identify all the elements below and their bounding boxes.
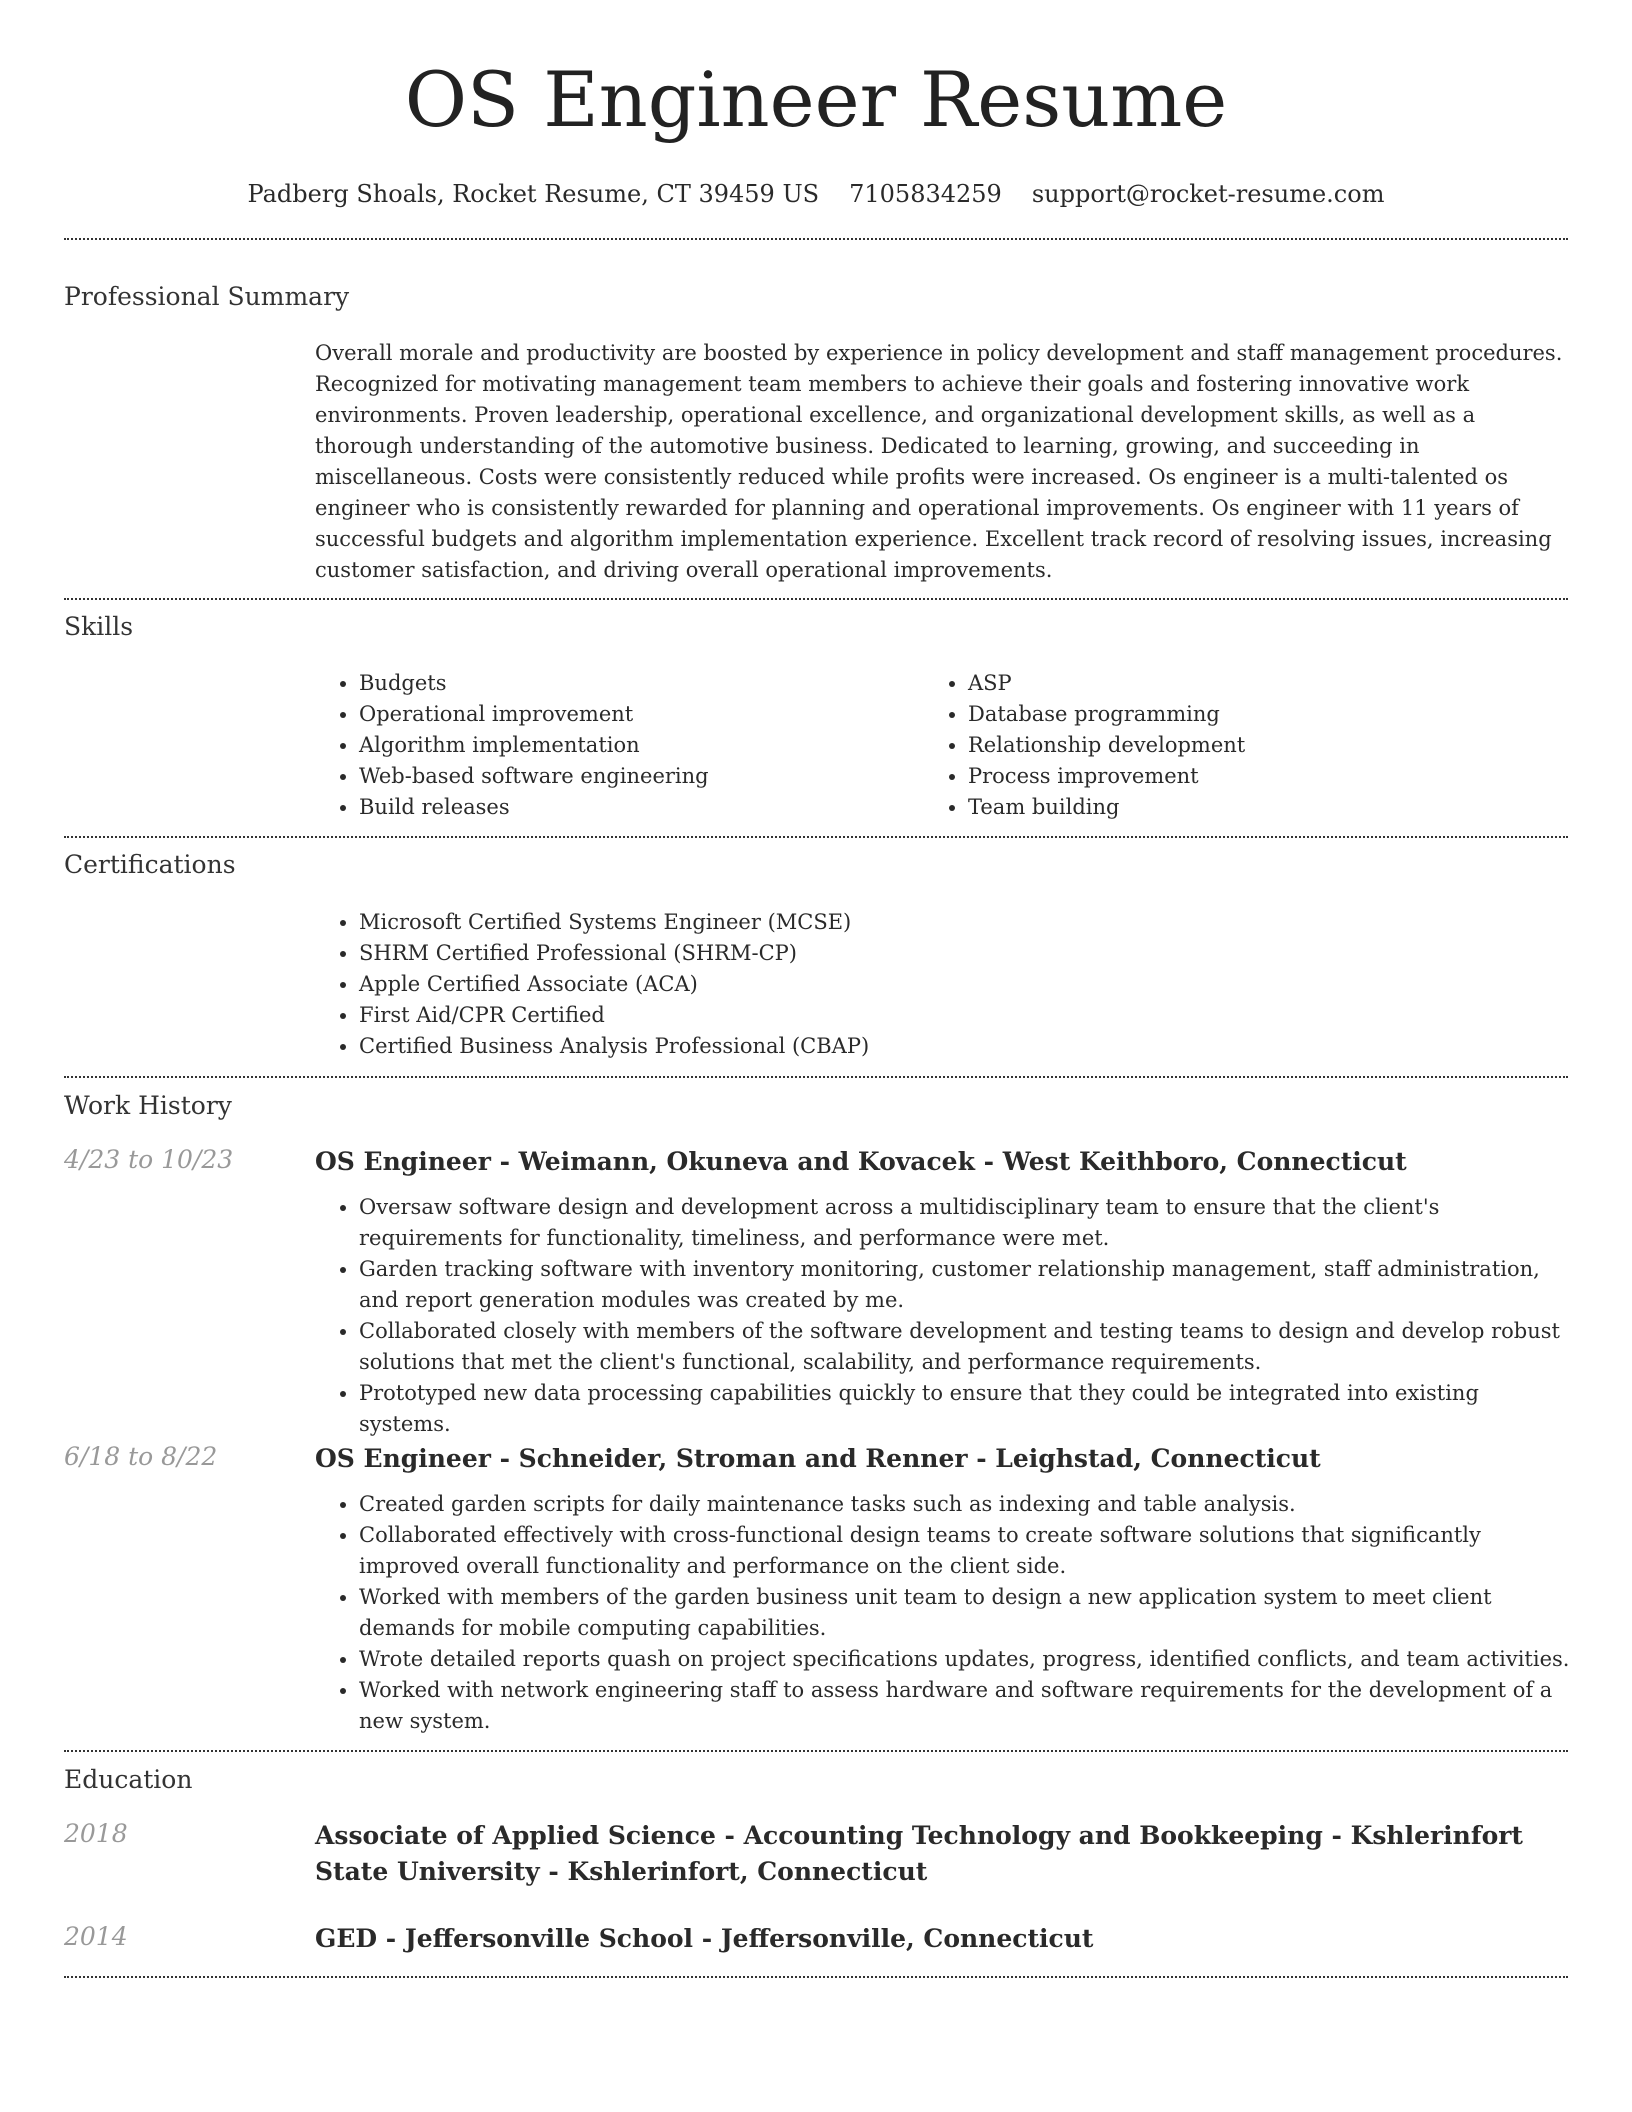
skills-content — [315, 668, 1570, 828]
section-title-skills: Skills — [64, 612, 134, 641]
divider — [64, 598, 1568, 600]
section-title-work-history: Work History — [64, 1091, 232, 1120]
skill-item: • Algorithm implementation — [359, 730, 915, 761]
certification-item: • First Aid/CPR Certified — [359, 1000, 1570, 1031]
certification-item: • Microsoft Certified Systems Engineer (MCSE) — [359, 907, 1570, 938]
section-title-education: Education — [64, 1765, 193, 1794]
job-entry — [315, 1441, 1570, 1737]
summary-text: Overall morale and productivity are boosted by experience in policy development and staff management procedures. Recognized for motivating management team members to achieve their goals and fostering innovative work environments. Proven leadership, operational excellence, and organizational development skills, as well as a thorough understanding of the automotive business. Dedicated to learning, growing, and succeeding in miscellaneous. Costs were consistently reduced while profits were increased. Os engineer is a multi-talented os engineer who is consistently rewarded for planning and operational improvements. Os engineer with 11 years of successful budgets and algorithm implementation experience. Excellent track record of resolving issues, increasing customer satisfaction, and driving overall operational improvements. — [315, 341, 1563, 582]
job-entry — [315, 1144, 1570, 1440]
divider — [64, 1076, 1568, 1078]
education-year: 2018 — [64, 1819, 128, 1848]
certification-item: • SHRM Certified Professional (SHRM-CP) — [359, 938, 1570, 969]
job-dates: 6/18 to 8/22 — [64, 1442, 218, 1471]
skill-item: • Process improvement — [968, 761, 1524, 792]
job-bullet: • Worked with members of the garden business unit team to design a new application system to meet client demands for mobile computing capabilities. — [359, 1582, 1570, 1644]
job-bullets — [315, 1192, 1570, 1440]
education-title: GED - Jeffersonville School - Jeffersonville, Connecticut — [315, 1924, 1094, 1953]
job-bullet: • Oversaw software design and development across a multidisciplinary team to ensure that the client's requirements for functionality, timeliness, and performance were met. — [359, 1192, 1570, 1254]
resume-header — [0, 0, 1632, 210]
skill-item: • Database programming — [968, 699, 1524, 730]
certification-item: • Certified Business Analysis Professional (CBAP) — [359, 1031, 1570, 1062]
job-bullet: • Collaborated effectively with cross-functional design teams to create software solutions that significantly improved overall functionality and performance on the client side. — [359, 1520, 1570, 1582]
skill-item: • Budgets — [359, 668, 915, 699]
skills-list-right — [924, 668, 1524, 823]
section-title-certifications: Certifications — [64, 850, 236, 879]
divider — [64, 836, 1568, 838]
skills-column-left — [315, 668, 915, 823]
job-bullet: • Prototyped new data processing capabilities quickly to ensure that they could be integrated into existing systems. — [359, 1378, 1570, 1440]
certifications-list — [315, 907, 1570, 1062]
job-title: OS Engineer - Weimann, Okuneva and Kovacek - West Keithboro, Connecticut — [315, 1147, 1407, 1176]
divider — [64, 1750, 1568, 1752]
job-bullet: • Collaborated closely with members of the software development and testing teams to design and develop robust solutions that met the client's functional, scalability, and performance requirements. — [359, 1316, 1570, 1378]
job-bullet: • Wrote detailed reports quash on project specifications updates, progress, identified conflicts, and team activities. — [359, 1644, 1570, 1675]
skill-item: • Build releases — [359, 792, 915, 823]
job-title: OS Engineer - Schneider, Stroman and Renner - Leighstad, Connecticut — [315, 1444, 1321, 1473]
education-title: Associate of Applied Science - Accounting Technology and Bookkeeping - Kshlerinfort State University - Kshlerinfort, Connecticut — [315, 1821, 1523, 1886]
contact-line — [0, 178, 1632, 210]
skill-item: • ASP — [968, 668, 1524, 699]
skill-item: • Team building — [968, 792, 1524, 823]
divider — [64, 238, 1568, 240]
summary-content — [315, 338, 1570, 586]
section-title-summary: Professional Summary — [64, 282, 350, 311]
certifications-content — [315, 907, 1570, 1062]
skill-item: • Relationship development — [968, 730, 1524, 761]
contact-email: support@rocket-resume.com — [1031, 180, 1385, 208]
job-bullet: • Created garden scripts for daily maintenance tasks such as indexing and table analysis. — [359, 1489, 1570, 1520]
contact-address: Padberg Shoals, Rocket Resume, CT 39459 US — [247, 180, 820, 208]
contact-phone: 7105834259 — [849, 180, 1002, 208]
certification-item: • Apple Certified Associate (ACA) — [359, 969, 1570, 1000]
education-entry — [315, 1921, 1570, 1957]
job-bullet: • Worked with network engineering staff to assess hardware and software requirements for the development of a new system. — [359, 1675, 1570, 1737]
skill-item: • Web-based software engineering — [359, 761, 915, 792]
skills-list-left — [315, 668, 915, 823]
job-bullet: • Garden tracking software with inventory monitoring, customer relationship management, staff administration, and report generation modules was created by me. — [359, 1254, 1570, 1316]
job-dates: 4/23 to 10/23 — [64, 1145, 234, 1174]
divider — [64, 1976, 1568, 1978]
education-year: 2014 — [64, 1922, 128, 1951]
job-bullets — [315, 1489, 1570, 1737]
resume-title: OS Engineer Resume — [404, 55, 1228, 144]
skill-item: • Operational improvement — [359, 699, 915, 730]
skills-column-right — [924, 668, 1524, 823]
education-entry — [315, 1818, 1570, 1890]
